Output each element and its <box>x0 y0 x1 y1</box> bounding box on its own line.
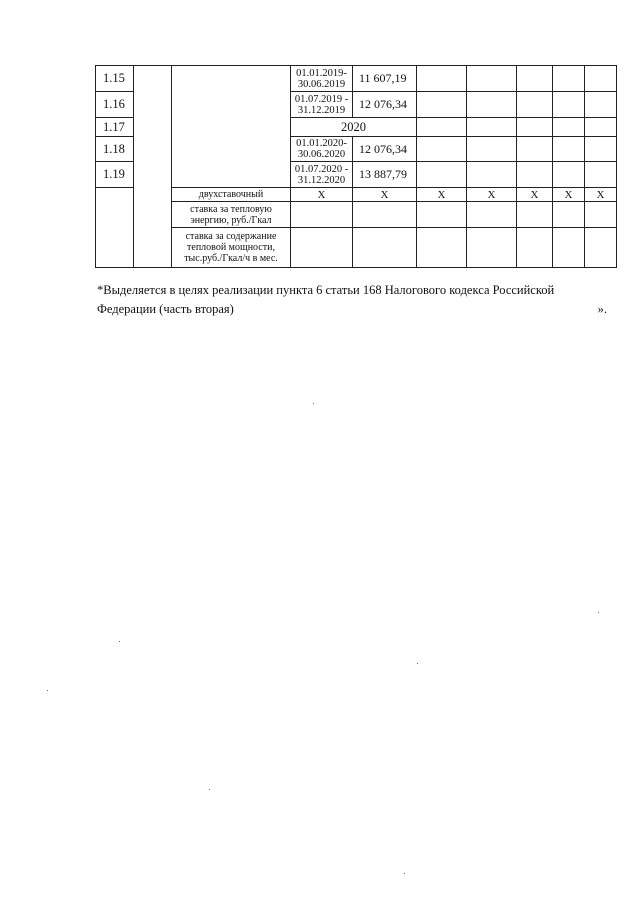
scan-speck <box>47 690 48 691</box>
x-mark: Х <box>417 188 467 202</box>
empty-merged-cell <box>96 188 134 268</box>
period-cell <box>291 66 353 92</box>
x-mark: Х <box>291 188 353 202</box>
x-mark: Х <box>517 188 553 202</box>
energy-rate-label: ставка за тепловую энергию, руб./Гкал <box>172 202 291 228</box>
x-mark: Х <box>553 188 585 202</box>
two-part-label: двухставочный <box>172 188 291 202</box>
scan-speck <box>404 873 405 874</box>
tariff-value: 13 887,79 <box>353 162 417 188</box>
x-mark: Х <box>467 188 517 202</box>
scan-speck <box>209 789 210 790</box>
capacity-rate-label: ставка за содержание тепловой мощности, тыс.руб./Гкал/ч в мес. <box>172 228 291 268</box>
period-end: 31.12.2019 <box>297 104 346 116</box>
period-end: 30.06.2019 <box>297 78 346 90</box>
period-start: 01.07.2020 - <box>294 163 349 175</box>
tariff-value: 12 076,34 <box>353 92 417 118</box>
scan-speck <box>417 663 418 664</box>
table-row <box>96 66 617 92</box>
period-end: 30.06.2020 <box>297 149 346 160</box>
tariff-value: 11 607,19 <box>353 66 417 92</box>
period-start: 01.01.2019- <box>296 67 347 79</box>
period-cell <box>291 92 353 118</box>
period-cell <box>291 137 353 162</box>
x-mark: Х <box>585 188 617 202</box>
row-number: 1.19 <box>96 162 134 188</box>
period-end: 31.12.2020 <box>297 174 346 186</box>
footnote-text: *Выделяется в целях реализации пункта 6 статьи 168 Налогового кодекса Российской <box>97 283 555 297</box>
row-number: 1.15 <box>96 66 134 92</box>
row-number: 1.16 <box>96 92 134 118</box>
closing-quote: ». <box>597 302 607 316</box>
year-cell: 2020 <box>291 118 417 137</box>
row-number: 1.18 <box>96 137 134 162</box>
table-row <box>96 228 617 268</box>
tariff-table <box>95 65 617 268</box>
empty-merged-cell <box>172 66 291 188</box>
table-row <box>96 188 617 202</box>
empty-merged-cell <box>134 66 172 268</box>
table-row <box>96 202 617 228</box>
scan-speck <box>313 403 314 404</box>
scan-speck <box>598 612 599 613</box>
x-mark: Х <box>353 188 417 202</box>
period-start: 01.07.2019 - <box>294 93 349 105</box>
row-number: 1.17 <box>96 118 134 137</box>
footnote-continuation <box>97 301 617 317</box>
scan-speck <box>119 641 120 642</box>
footnote-line2: Федерации (часть вторая) <box>97 302 234 316</box>
period-start: 01.01.2020- <box>296 138 347 149</box>
tariff-value: 12 076,34 <box>353 137 417 162</box>
period-cell <box>291 162 353 188</box>
